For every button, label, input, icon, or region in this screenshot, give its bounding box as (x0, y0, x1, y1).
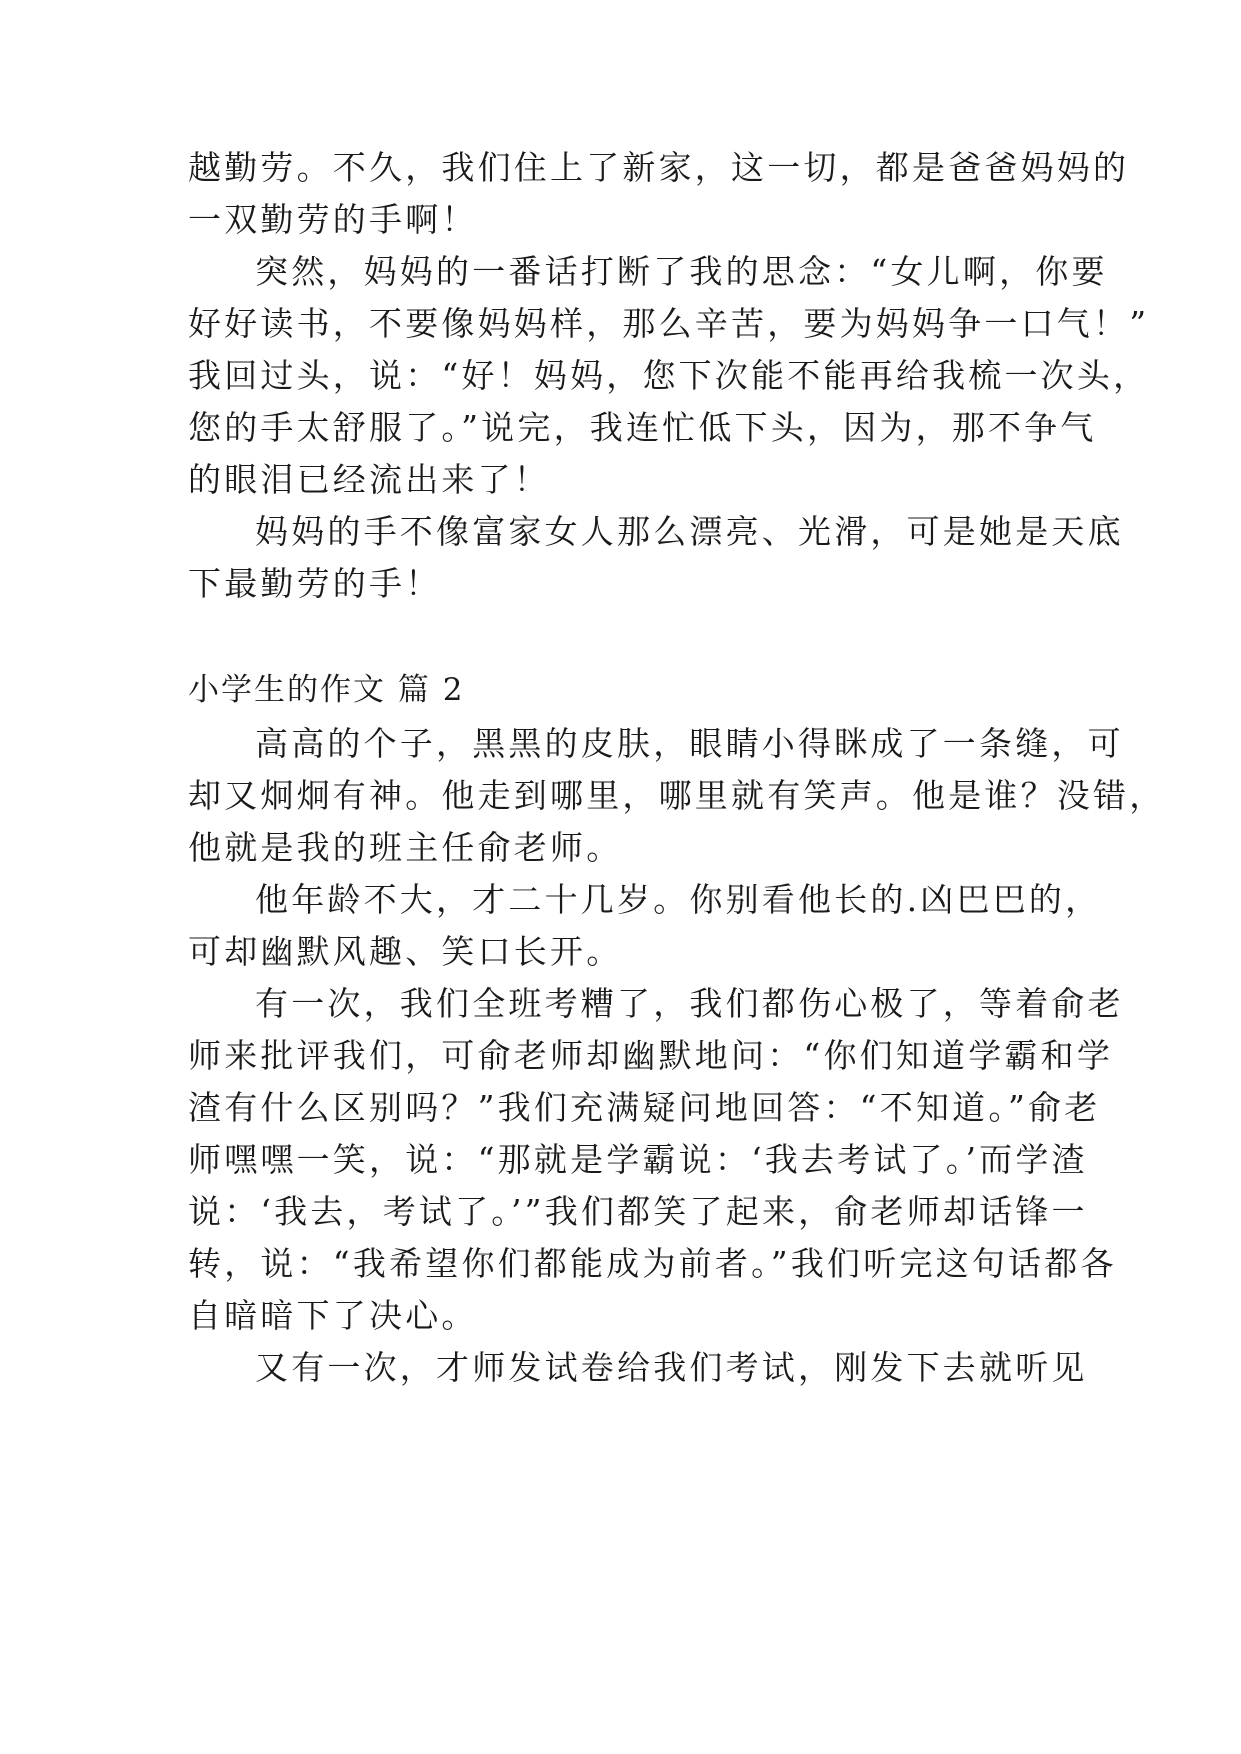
paragraph-line: 有一次，我们全班考糟了，我们都伤心极了，等着俞老 (255, 984, 1124, 1023)
paragraph-line: 好好读书，不要像妈妈样，那么辛苦，要为妈妈争一口气！” (188, 304, 1150, 343)
paragraph-line: 师来批评我们，可俞老师却幽默地问：“你们知道学霸和学 (188, 1036, 1114, 1075)
paragraph-line: 您的手太舒服了。”说完，我连忙低下头，因为，那不争气 (188, 408, 1097, 447)
paragraph-line: 越勤劳。不久，我们住上了新家，这一切，都是爸爸妈妈的 (188, 148, 1130, 187)
paragraph-line: 他就是我的班主任俞老师。 (188, 828, 623, 867)
paragraph-line: 渣有什么区别吗？”我们充满疑问地回答：“不知道。”俞老 (188, 1088, 1101, 1127)
paragraph-line: 下最勤劳的手！ (188, 564, 442, 603)
paragraph-line: 又有一次，才师发试卷给我们考试，刚发下去就听见 (255, 1348, 1088, 1387)
paragraph-line: 师嘿嘿一笑，说：“那就是学霸说：‘我去考试了。’而学渣 (188, 1140, 1088, 1179)
paragraph-line: 妈妈的手不像富家女人那么漂亮、光滑，可是她是天底 (255, 512, 1124, 551)
paragraph-line: 可却幽默风趣、笑口长开。 (188, 932, 623, 971)
paragraph-line: 自暗暗下了决心。 (188, 1296, 478, 1335)
paragraph-line: 的眼泪已经流出来了！ (188, 460, 550, 499)
paragraph-line: 高高的个子，黑黑的皮肤，眼睛小得眯成了一条缝，可 (255, 724, 1124, 763)
paragraph-line: 他年龄不大，才二十几岁。你别看他长的.凶巴巴的， (255, 880, 1102, 919)
paragraph-line: 却又炯炯有神。他走到哪里，哪里就有笑声。他是谁？没错， (188, 776, 1166, 815)
paragraph-line: 说：‘我去，考试了。’”我们都笑了起来，俞老师却话锋一 (188, 1192, 1088, 1231)
paragraph-line: 一双勤劳的手啊！ (188, 200, 478, 239)
section-title: 小学生的作文 篇 2 (188, 672, 465, 708)
paragraph-line: 我回过头，说：“好！妈妈，您下次能不能再给我梳一次头， (188, 356, 1150, 395)
paragraph-line: 转，说：“我希望你们都能成为前者。”我们听完这句话都各 (188, 1244, 1117, 1283)
paragraph-line: 突然，妈妈的一番话打断了我的思念：“女儿啊，你要 (255, 252, 1108, 291)
